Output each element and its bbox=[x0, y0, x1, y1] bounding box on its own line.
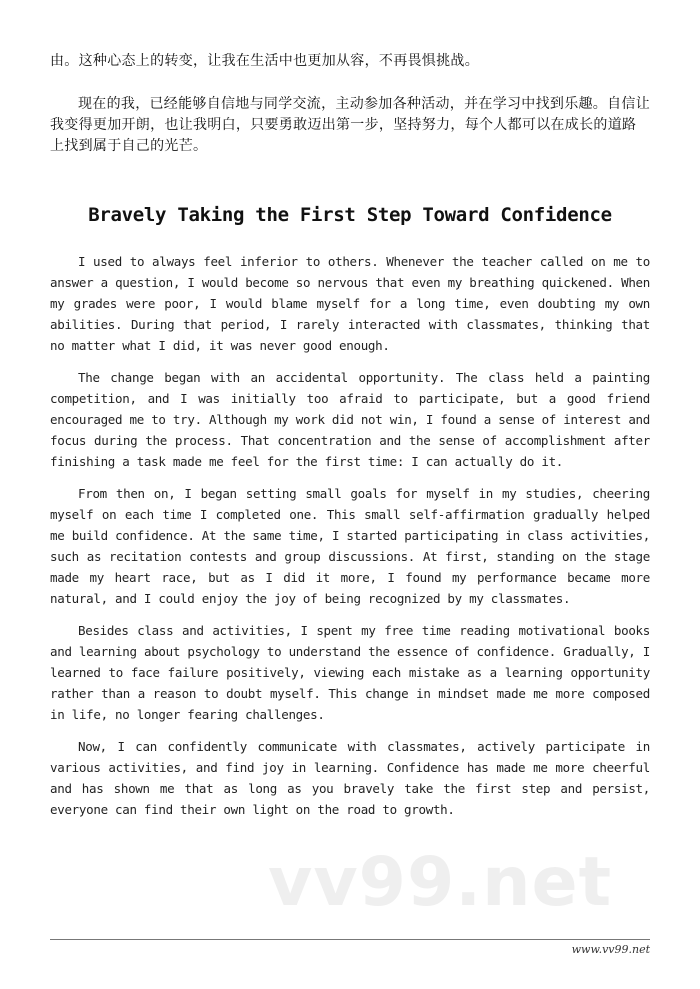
essay-body bbox=[50, 251, 650, 831]
essay-title: Bravely Taking the First Step Toward Confidence bbox=[88, 204, 612, 226]
essay-paragraph-5: Now, I can confidently communicate with classmates, actively participate in various activities, and find joy in learning. Confidence has made me more cheerful and has shown me that as long as you bravely take the first step and persist, everyone can find their own light on the road to growth. bbox=[50, 739, 650, 817]
chinese-paragraph-1: 由。这种心态上的转变，让我在生活中也更加从容，不再畏惧挑战。 bbox=[50, 53, 479, 69]
essay-paragraph-1: I used to always feel inferior to others. Whenever the teacher called on me to answer a question, I would become so nervous that even my breathing quickened. When my grades were poor, I would blame myself for a long time, even doubting my own abilities. During that period, I rarely interacted with classmates, thinking that no matter what I did, it was never good enough. bbox=[50, 254, 650, 353]
watermark: vv99.net bbox=[268, 843, 613, 922]
footer-divider bbox=[50, 939, 650, 940]
essay-paragraph-3: From then on, I began setting small goals for myself in my studies, cheering myself on each time I completed one. This small self-affirmation gradually helped me build confidence. At the same time, I started participating in class activities, such as recitation contests and group discussions. At first, standing on the stage made my heart race, but as I did it more, I found my performance became more natural, and I could enjoy the joy of being recognized by my classmates. bbox=[50, 486, 650, 606]
essay-paragraph-2: The change began with an accidental opportunity. The class held a painting competition, and I was initially too afraid to participate, but a good friend encouraged me to try. Although my work did not win, I found a sense of interest and focus during the process. That concentration and the sense of accomplishment after finishing a task made me feel for the first time: I can actually do it. bbox=[50, 370, 650, 469]
essay-paragraph-4: Besides class and activities, I spent my free time reading motivational books and learning about psychology to understand the essence of confidence. Gradually, I learned to face failure positively, viewing each mistake as a learning opportunity rather than a reason to doubt myself. This change in mindset made me more composed in life, no longer fearing challenges. bbox=[50, 623, 650, 722]
footer-url: www.vv99.net bbox=[571, 943, 650, 956]
chinese-paragraph-2: 现在的我，已经能够自信地与同学交流，主动参加各种活动，并在学习中找到乐趣。自信让我变得更加开朗，也让我明白，只要勇敢迈出第一步，坚持努力，每个人都可以在成长的道路上找到属于自己的光芒。 bbox=[50, 96, 650, 154]
